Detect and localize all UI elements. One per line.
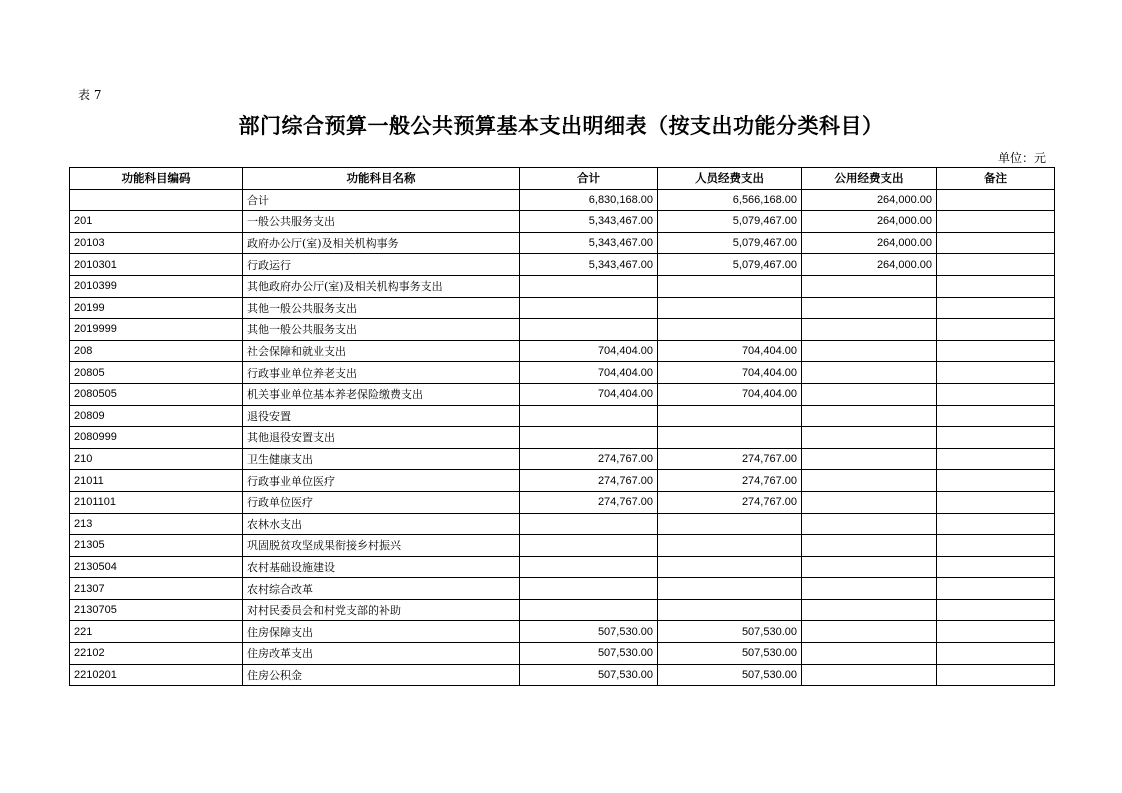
cell-total: 507,530.00 — [520, 621, 658, 643]
header-name: 功能科目名称 — [243, 168, 520, 190]
cell-total — [520, 535, 658, 557]
cell-name: 退役安置 — [243, 405, 520, 427]
table-row — [70, 297, 1055, 319]
cell-remark — [937, 340, 1055, 362]
table-row — [70, 189, 1055, 211]
cell-remark — [937, 621, 1055, 643]
cell-public — [802, 470, 937, 492]
table-row — [70, 319, 1055, 341]
header-personnel: 人员经费支出 — [658, 168, 802, 190]
table-row — [70, 491, 1055, 513]
cell-name: 农村综合改革 — [243, 578, 520, 600]
cell-code: 20809 — [70, 405, 243, 427]
cell-total: 5,343,467.00 — [520, 254, 658, 276]
cell-total: 507,530.00 — [520, 664, 658, 686]
cell-code — [70, 189, 243, 211]
cell-personnel: 507,530.00 — [658, 643, 802, 665]
cell-total — [520, 319, 658, 341]
table-row — [70, 664, 1055, 686]
header-code: 功能科目编码 — [70, 168, 243, 190]
cell-personnel — [658, 405, 802, 427]
cell-personnel — [658, 319, 802, 341]
cell-public: 264,000.00 — [802, 211, 937, 233]
cell-total: 704,404.00 — [520, 340, 658, 362]
cell-code: 208 — [70, 340, 243, 362]
cell-personnel: 6,566,168.00 — [658, 189, 802, 211]
cell-name: 行政事业单位养老支出 — [243, 362, 520, 384]
table-row — [70, 621, 1055, 643]
cell-total: 274,767.00 — [520, 491, 658, 513]
cell-remark — [937, 232, 1055, 254]
cell-remark — [937, 664, 1055, 686]
cell-code: 2130504 — [70, 556, 243, 578]
cell-personnel — [658, 275, 802, 297]
table-row — [70, 254, 1055, 276]
header-remark: 备注 — [937, 168, 1055, 190]
cell-remark — [937, 297, 1055, 319]
cell-total — [520, 405, 658, 427]
cell-total — [520, 513, 658, 535]
cell-total: 5,343,467.00 — [520, 211, 658, 233]
cell-total — [520, 275, 658, 297]
cell-personnel — [658, 556, 802, 578]
cell-name: 合计 — [243, 189, 520, 211]
cell-total — [520, 599, 658, 621]
table-row — [70, 405, 1055, 427]
cell-personnel: 274,767.00 — [658, 448, 802, 470]
cell-personnel: 5,079,467.00 — [658, 232, 802, 254]
cell-code: 2130705 — [70, 599, 243, 621]
cell-personnel: 704,404.00 — [658, 340, 802, 362]
table-row — [70, 427, 1055, 449]
cell-name: 住房改革支出 — [243, 643, 520, 665]
cell-remark — [937, 599, 1055, 621]
cell-code: 21307 — [70, 578, 243, 600]
cell-remark — [937, 491, 1055, 513]
cell-personnel: 5,079,467.00 — [658, 254, 802, 276]
cell-personnel — [658, 578, 802, 600]
cell-name: 住房保障支出 — [243, 621, 520, 643]
cell-total: 5,343,467.00 — [520, 232, 658, 254]
cell-public — [802, 664, 937, 686]
cell-code: 22102 — [70, 643, 243, 665]
cell-personnel — [658, 599, 802, 621]
cell-personnel — [658, 427, 802, 449]
table-row — [70, 448, 1055, 470]
cell-name: 农村基础设施建设 — [243, 556, 520, 578]
cell-public — [802, 578, 937, 600]
cell-public — [802, 427, 937, 449]
cell-total — [520, 556, 658, 578]
cell-public — [802, 535, 937, 557]
cell-remark — [937, 513, 1055, 535]
cell-public: 264,000.00 — [802, 232, 937, 254]
cell-total: 274,767.00 — [520, 448, 658, 470]
cell-remark — [937, 189, 1055, 211]
cell-remark — [937, 383, 1055, 405]
cell-remark — [937, 556, 1055, 578]
unit-label: 单位：元 — [997, 151, 1046, 165]
cell-name: 机关事业单位基本养老保险缴费支出 — [243, 383, 520, 405]
cell-remark — [937, 405, 1055, 427]
cell-name: 行政单位医疗 — [243, 491, 520, 513]
cell-name: 行政事业单位医疗 — [243, 470, 520, 492]
cell-name: 住房公积金 — [243, 664, 520, 686]
cell-name: 农林水支出 — [243, 513, 520, 535]
cell-personnel: 274,767.00 — [658, 491, 802, 513]
table-row — [70, 275, 1055, 297]
table-row — [70, 362, 1055, 384]
cell-code: 221 — [70, 621, 243, 643]
cell-public — [802, 275, 937, 297]
table-row — [70, 599, 1055, 621]
cell-name: 其他政府办公厅(室)及相关机构事务支出 — [243, 275, 520, 297]
table-row — [70, 470, 1055, 492]
cell-name: 对村民委员会和村党支部的补助 — [243, 599, 520, 621]
cell-public — [802, 319, 937, 341]
header-total: 合计 — [520, 168, 658, 190]
cell-code: 2080505 — [70, 383, 243, 405]
cell-public — [802, 383, 937, 405]
cell-personnel — [658, 513, 802, 535]
cell-code: 2019999 — [70, 319, 243, 341]
cell-total: 704,404.00 — [520, 383, 658, 405]
cell-personnel: 507,530.00 — [658, 621, 802, 643]
cell-public — [802, 599, 937, 621]
cell-remark — [937, 470, 1055, 492]
cell-code: 2210201 — [70, 664, 243, 686]
cell-remark — [937, 319, 1055, 341]
cell-name: 一般公共服务支出 — [243, 211, 520, 233]
cell-name: 其他一般公共服务支出 — [243, 297, 520, 319]
table-body — [70, 189, 1055, 686]
cell-name: 其他一般公共服务支出 — [243, 319, 520, 341]
cell-personnel: 704,404.00 — [658, 383, 802, 405]
cell-name: 卫生健康支出 — [243, 448, 520, 470]
cell-remark — [937, 643, 1055, 665]
cell-code: 21011 — [70, 470, 243, 492]
cell-name: 社会保障和就业支出 — [243, 340, 520, 362]
cell-personnel: 704,404.00 — [658, 362, 802, 384]
cell-code: 210 — [70, 448, 243, 470]
cell-remark — [937, 427, 1055, 449]
cell-public — [802, 340, 937, 362]
header-public: 公用经费支出 — [802, 168, 937, 190]
cell-public — [802, 491, 937, 513]
cell-remark — [937, 535, 1055, 557]
table-row — [70, 556, 1055, 578]
cell-code: 2101101 — [70, 491, 243, 513]
table-row — [70, 383, 1055, 405]
cell-name: 其他退役安置支出 — [243, 427, 520, 449]
cell-code: 20805 — [70, 362, 243, 384]
table-number: 表 7 — [78, 88, 102, 102]
cell-personnel — [658, 535, 802, 557]
cell-public — [802, 297, 937, 319]
table-row — [70, 643, 1055, 665]
cell-name: 政府办公厅(室)及相关机构事务 — [243, 232, 520, 254]
cell-code: 2010399 — [70, 275, 243, 297]
cell-remark — [937, 211, 1055, 233]
cell-remark — [937, 275, 1055, 297]
cell-public — [802, 362, 937, 384]
cell-total — [520, 578, 658, 600]
cell-remark — [937, 578, 1055, 600]
cell-total: 507,530.00 — [520, 643, 658, 665]
cell-public — [802, 448, 937, 470]
cell-code: 2010301 — [70, 254, 243, 276]
table-row — [70, 513, 1055, 535]
cell-total: 704,404.00 — [520, 362, 658, 384]
cell-code: 20199 — [70, 297, 243, 319]
cell-total — [520, 427, 658, 449]
cell-total: 6,830,168.00 — [520, 189, 658, 211]
budget-table — [69, 167, 1055, 686]
cell-code: 21305 — [70, 535, 243, 557]
cell-personnel: 5,079,467.00 — [658, 211, 802, 233]
cell-name: 行政运行 — [243, 254, 520, 276]
table-row — [70, 340, 1055, 362]
cell-public — [802, 643, 937, 665]
cell-public: 264,000.00 — [802, 189, 937, 211]
table-header-row — [70, 168, 1055, 190]
table-row — [70, 578, 1055, 600]
cell-personnel: 274,767.00 — [658, 470, 802, 492]
cell-remark — [937, 448, 1055, 470]
cell-code: 2080999 — [70, 427, 243, 449]
table-row — [70, 535, 1055, 557]
cell-code: 201 — [70, 211, 243, 233]
cell-code: 20103 — [70, 232, 243, 254]
table-row — [70, 232, 1055, 254]
cell-name: 巩固脱贫攻坚成果衔接乡村振兴 — [243, 535, 520, 557]
cell-total — [520, 297, 658, 319]
cell-personnel — [658, 297, 802, 319]
page-title: 部门综合预算一般公共预算基本支出明细表（按支出功能分类科目） — [238, 114, 884, 138]
cell-code: 213 — [70, 513, 243, 535]
cell-remark — [937, 362, 1055, 384]
cell-public — [802, 556, 937, 578]
cell-personnel: 507,530.00 — [658, 664, 802, 686]
cell-total: 274,767.00 — [520, 470, 658, 492]
cell-remark — [937, 254, 1055, 276]
cell-public — [802, 513, 937, 535]
cell-public — [802, 405, 937, 427]
table-row — [70, 211, 1055, 233]
cell-public — [802, 621, 937, 643]
cell-public: 264,000.00 — [802, 254, 937, 276]
